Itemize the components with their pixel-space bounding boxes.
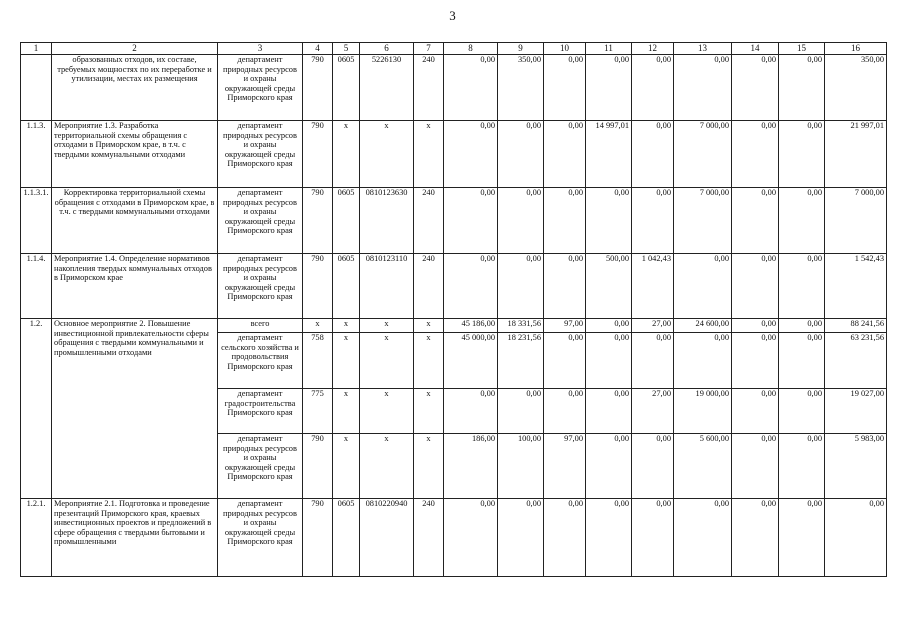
amount-cell: 0,00 <box>632 55 674 121</box>
amount-cell: 0,00 <box>779 55 825 121</box>
amount-cell: 0,00 <box>732 55 779 121</box>
total-cell: 19 027,00 <box>825 389 887 434</box>
amount-cell: 0,00 <box>444 121 498 188</box>
department: департамент природных ресурсов и охраны окружающей среды Приморского края <box>218 121 303 188</box>
amount-cell: 14 997,01 <box>586 121 632 188</box>
page-number: 3 <box>449 8 456 23</box>
amount-cell: 0,00 <box>632 499 674 577</box>
amount-cell: 0,00 <box>544 121 586 188</box>
col-header: 3 <box>218 43 303 55</box>
col-header: 12 <box>632 43 674 55</box>
row-number: 1.1.3. <box>21 121 52 188</box>
amount-cell: 0,00 <box>632 188 674 254</box>
amount-cell: 0,00 <box>779 319 825 333</box>
amount-cell: 0,00 <box>444 55 498 121</box>
amount-cell: 1 042,43 <box>632 254 674 319</box>
code-target: 0810123630 <box>360 188 414 254</box>
code-expense: х <box>414 319 444 333</box>
code-section: 0605 <box>333 188 360 254</box>
amount-cell: 0,00 <box>779 389 825 434</box>
amount-cell: 186,00 <box>444 434 498 499</box>
amount-cell: 0,00 <box>779 434 825 499</box>
total-cell: 0,00 <box>825 499 887 577</box>
code-grbs: 790 <box>303 188 333 254</box>
amount-cell: 100,00 <box>498 434 544 499</box>
code-expense: х <box>414 121 444 188</box>
row-number <box>21 55 52 121</box>
amount-cell: 0,00 <box>498 254 544 319</box>
col-header: 7 <box>414 43 444 55</box>
amount-cell: 0,00 <box>498 499 544 577</box>
total-cell: 1 542,43 <box>825 254 887 319</box>
amount-cell: 19 000,00 <box>674 389 732 434</box>
amount-cell: 0,00 <box>732 499 779 577</box>
total-cell: 5 983,00 <box>825 434 887 499</box>
code-expense: 240 <box>414 55 444 121</box>
code-section: х <box>333 333 360 389</box>
code-grbs: 790 <box>303 55 333 121</box>
amount-cell: 0,00 <box>632 121 674 188</box>
code-grbs: х <box>303 319 333 333</box>
table-row <box>21 188 887 254</box>
amount-cell: 0,00 <box>779 499 825 577</box>
code-section: х <box>333 434 360 499</box>
code-expense: 240 <box>414 499 444 577</box>
amount-cell: 0,00 <box>732 121 779 188</box>
col-header: 2 <box>52 43 218 55</box>
col-header: 15 <box>779 43 825 55</box>
amount-cell: 5 600,00 <box>674 434 732 499</box>
code-grbs: 790 <box>303 499 333 577</box>
amount-cell: 97,00 <box>544 319 586 333</box>
amount-cell: 0,00 <box>732 254 779 319</box>
amount-cell: 0,00 <box>444 499 498 577</box>
amount-cell: 0,00 <box>586 55 632 121</box>
amount-cell: 0,00 <box>779 254 825 319</box>
department: департамент природных ресурсов и охраны окружающей среды Приморского края <box>218 434 303 499</box>
budget-table <box>20 42 887 577</box>
department: департамент природных ресурсов и охраны окружающей среды Приморского края <box>218 55 303 121</box>
amount-cell: 0,00 <box>732 333 779 389</box>
amount-cell: 0,00 <box>544 389 586 434</box>
code-grbs: 758 <box>303 333 333 389</box>
amount-cell: 0,00 <box>544 55 586 121</box>
code-expense: х <box>414 333 444 389</box>
code-expense: 240 <box>414 254 444 319</box>
amount-cell: 7 000,00 <box>674 121 732 188</box>
amount-cell: 0,00 <box>674 333 732 389</box>
amount-cell: 0,00 <box>544 188 586 254</box>
amount-cell: 0,00 <box>586 389 632 434</box>
row-number: 1.1.3.1. <box>21 188 52 254</box>
amount-cell: 0,00 <box>779 121 825 188</box>
amount-cell: 27,00 <box>632 389 674 434</box>
table-row <box>21 499 887 577</box>
col-header: 1 <box>21 43 52 55</box>
amount-cell: 0,00 <box>674 499 732 577</box>
code-section: х <box>333 319 360 333</box>
amount-cell: 0,00 <box>779 333 825 389</box>
code-target: х <box>360 389 414 434</box>
col-header: 14 <box>732 43 779 55</box>
amount-cell: 97,00 <box>544 434 586 499</box>
amount-cell: 0,00 <box>732 389 779 434</box>
amount-cell: 0,00 <box>498 188 544 254</box>
amount-cell: 0,00 <box>779 188 825 254</box>
table-row <box>21 319 887 333</box>
department: департамент природных ресурсов и охраны окружающей среды Приморского края <box>218 499 303 577</box>
amount-cell: 0,00 <box>544 254 586 319</box>
code-section: 0605 <box>333 499 360 577</box>
amount-cell: 0,00 <box>674 55 732 121</box>
code-grbs: 790 <box>303 434 333 499</box>
amount-cell: 45 000,00 <box>444 333 498 389</box>
code-target: 5226130 <box>360 55 414 121</box>
amount-cell: 18 331,56 <box>498 319 544 333</box>
code-section: х <box>333 389 360 434</box>
activity-name: Основное мероприятие 2. Повышение инвестиционной привлекательности сферы обращения с твердыми коммунальными и промышленными отходами <box>52 319 218 499</box>
col-header: 6 <box>360 43 414 55</box>
row-number: 1.2. <box>21 319 52 499</box>
total-cell: 21 997,01 <box>825 121 887 188</box>
amount-cell: 0,00 <box>586 434 632 499</box>
amount-cell: 0,00 <box>444 254 498 319</box>
activity-name: Мероприятие 2.1. Подготовка и проведение презентаций Приморского края, краевых инвестиционных проектов и предложений в сфере обращения с твердыми бытовыми и промышленными <box>52 499 218 577</box>
amount-cell: 0,00 <box>632 434 674 499</box>
col-header: 13 <box>674 43 732 55</box>
col-header: 10 <box>544 43 586 55</box>
amount-cell: 0,00 <box>586 333 632 389</box>
amount-cell: 0,00 <box>732 188 779 254</box>
code-grbs: 790 <box>303 121 333 188</box>
total-cell: 7 000,00 <box>825 188 887 254</box>
amount-cell: 0,00 <box>586 319 632 333</box>
code-target: 0810123110 <box>360 254 414 319</box>
activity-name: Мероприятие 1.4. Определение нормативов накопления твердых коммунальных отходов в Приморском крае <box>52 254 218 319</box>
amount-cell: 0,00 <box>544 333 586 389</box>
department: департамент сельского хозяйства и продовольствия Приморского края <box>218 333 303 389</box>
table-row <box>21 55 887 121</box>
code-expense: х <box>414 434 444 499</box>
col-header: 11 <box>586 43 632 55</box>
department: департамент природных ресурсов и охраны окружающей среды Приморского края <box>218 254 303 319</box>
col-header: 4 <box>303 43 333 55</box>
code-target: х <box>360 434 414 499</box>
department: департамент градостроительства Приморского края <box>218 389 303 434</box>
activity-name: образованных отходов, их составе, требуемых мощностях по их переработке и утилизации, местах их размещения <box>52 55 218 121</box>
amount-cell: 0,00 <box>674 254 732 319</box>
col-header: 8 <box>444 43 498 55</box>
amount-cell: 0,00 <box>444 389 498 434</box>
amount-cell: 0,00 <box>498 389 544 434</box>
amount-cell: 27,00 <box>632 319 674 333</box>
row-number: 1.1.4. <box>21 254 52 319</box>
department: департамент природных ресурсов и охраны окружающей среды Приморского края <box>218 188 303 254</box>
code-section: 0605 <box>333 254 360 319</box>
amount-cell: 500,00 <box>586 254 632 319</box>
code-section: 0605 <box>333 55 360 121</box>
total-cell: 63 231,56 <box>825 333 887 389</box>
code-target: х <box>360 319 414 333</box>
code-target: 0810220940 <box>360 499 414 577</box>
table-row <box>21 121 887 188</box>
activity-name: Мероприятие 1.3. Разработка территориальной схемы обращения с отходами в Приморском крае, в т.ч. с твердыми коммунальными отходами <box>52 121 218 188</box>
code-section: х <box>333 121 360 188</box>
amount-cell: 0,00 <box>586 499 632 577</box>
code-grbs: 775 <box>303 389 333 434</box>
header-row <box>21 43 887 55</box>
amount-cell: 0,00 <box>444 188 498 254</box>
code-expense: 240 <box>414 188 444 254</box>
amount-cell: 24 600,00 <box>674 319 732 333</box>
amount-cell: 0,00 <box>586 188 632 254</box>
amount-cell: 0,00 <box>632 333 674 389</box>
amount-cell: 45 186,00 <box>444 319 498 333</box>
code-expense: х <box>414 389 444 434</box>
amount-cell: 7 000,00 <box>674 188 732 254</box>
amount-cell: 0,00 <box>498 121 544 188</box>
table-row <box>21 254 887 319</box>
total-cell: 350,00 <box>825 55 887 121</box>
amount-cell: 0,00 <box>732 319 779 333</box>
department: всего <box>218 319 303 333</box>
code-grbs: 790 <box>303 254 333 319</box>
amount-cell: 0,00 <box>732 434 779 499</box>
amount-cell: 18 231,56 <box>498 333 544 389</box>
col-header: 9 <box>498 43 544 55</box>
amount-cell: 350,00 <box>498 55 544 121</box>
code-target: х <box>360 333 414 389</box>
code-target: х <box>360 121 414 188</box>
col-header: 16 <box>825 43 887 55</box>
total-cell: 88 241,56 <box>825 319 887 333</box>
amount-cell: 0,00 <box>544 499 586 577</box>
row-number: 1.2.1. <box>21 499 52 577</box>
col-header: 5 <box>333 43 360 55</box>
activity-name: Корректировка территориальной схемы обращения с отходами в Приморском крае, в т.ч. с твердыми коммунальными отходами <box>52 188 218 254</box>
